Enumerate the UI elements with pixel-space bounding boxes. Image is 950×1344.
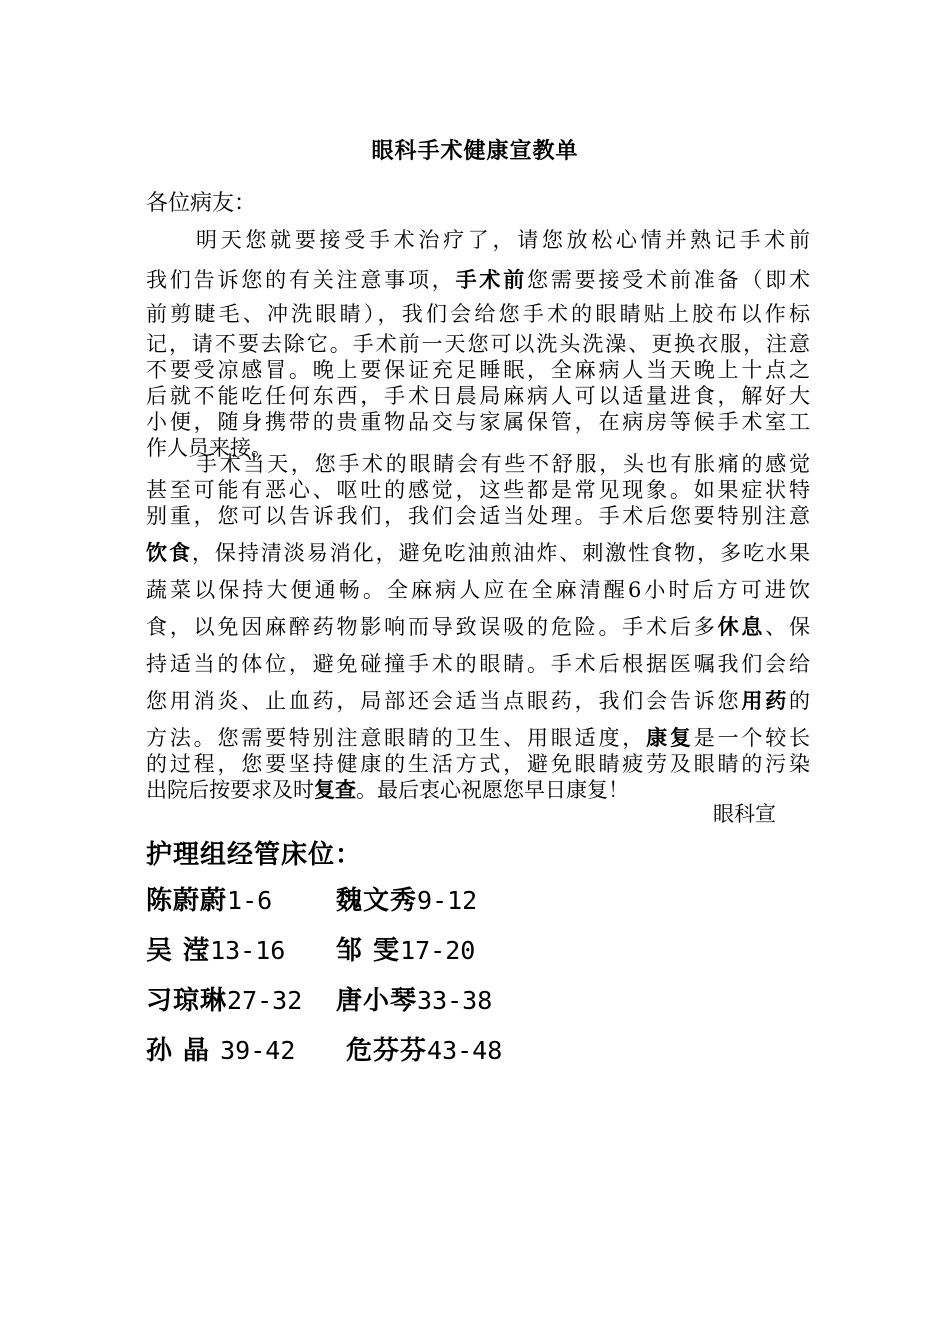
text-segment: 您需要接受术前准备（即术 <box>527 268 811 292</box>
bed-assignment-entry <box>146 1030 295 1067</box>
text-segment: 不要受凉感冒。晚上要保证充足睡眠，全麻病人当天晚上十点之 <box>146 358 810 382</box>
bed-assignment-entry <box>336 880 477 917</box>
nurse-name: 陈蔚蔚 <box>146 886 228 916</box>
bed-range: 43-48 <box>427 1036 503 1065</box>
bed-assignment-entry <box>336 930 475 967</box>
bed-range: 39-42 <box>220 1036 296 1065</box>
bed-range: 13-16 <box>210 936 286 965</box>
text-segment: 。最后衷心祝愿您早日康复！ <box>356 778 629 802</box>
emphasis-term: 复查 <box>314 778 356 802</box>
paragraph-line <box>146 611 810 641</box>
text-segment: 前剪睫毛、冲洗眼睛），我们会给您手术的眼睛贴上胶布以作标 <box>146 302 810 326</box>
text-segment: 蔬菜以保持大便通畅。全麻病人应在全麻清醒6小时后方可进饮 <box>146 578 810 602</box>
bed-range: 33-38 <box>417 986 493 1015</box>
nurse-name: 孙 晶 <box>146 1036 221 1066</box>
paragraph-line <box>146 537 810 567</box>
bed-assignment-entry <box>336 980 492 1017</box>
nurse-name: 吴 滢 <box>146 936 211 966</box>
bed-range: 9-12 <box>417 886 478 915</box>
text-segment: 我们告诉您的有关注意事项， <box>146 268 456 292</box>
text-segment: 出院后按要求及时 <box>146 778 314 802</box>
text-segment: 后就不能吃任何东西，手术日晨局麻病人可以适量进食，解好大 <box>146 384 810 408</box>
greeting: 各位病友： <box>146 191 257 216</box>
bed-assignment-entry <box>346 1030 502 1067</box>
bed-range: 17-20 <box>400 936 476 965</box>
nurse-name: 危芬芬 <box>346 1036 428 1066</box>
emphasis-term: 饮食 <box>146 541 192 565</box>
text-segment: 食，以免因麻醉药物影响而导致误吸的危险。手术后多 <box>146 615 718 639</box>
nurse-name: 魏文秀 <box>336 886 418 916</box>
text-segment: 小便，随身携带的贵重物品交与家属保管，在病房等候手术室工 <box>146 410 810 434</box>
nurse-name: 习琼琳 <box>146 986 228 1016</box>
text-segment: 方法。您需要特别注意眼睛的卫生、用眼适度， <box>146 726 647 750</box>
bed-assignment-entry <box>146 880 272 917</box>
nursing-group-title: 护理组经管床位： <box>146 840 363 870</box>
text-segment: 的过程，您要坚持健康的生活方式，避免眼睛疲劳及眼睛的污染 <box>146 752 810 776</box>
paragraph-line <box>146 574 810 604</box>
text-segment: ，保持清淡易消化，避免吃油煎油炸、刺激性食物，多吃水果 <box>191 541 811 565</box>
paragraph-line <box>146 648 810 678</box>
document-title: 眼科手术健康宣教单 <box>371 138 579 164</box>
text-segment: 明天您就要接受手术治疗了，请您放松心情并熟记手术前 <box>196 228 810 252</box>
text-segment: 手术当天，您手术的眼睛会有些不舒服，头也有胀痛的感觉 <box>196 452 810 476</box>
department-signature: 眼科宣 <box>713 802 776 826</box>
nurse-name: 邹 雯 <box>336 936 401 966</box>
paragraph-line <box>146 298 810 328</box>
emphasis-term: 手术前 <box>455 268 528 292</box>
text-segment: 甚至可能有恶心、呕吐的感觉，这些都是常见现象。如果症状特 <box>146 478 810 502</box>
text-segment: 您用消炎、止血药，局部还会适当点眼药，我们会告诉您 <box>146 689 742 713</box>
paragraph-line <box>146 500 810 530</box>
text-segment: 作人员来接。 <box>146 436 272 460</box>
bed-range: 1-6 <box>227 886 273 915</box>
bed-range: 27-32 <box>227 986 303 1015</box>
text-segment: 是一个较长 <box>693 726 811 750</box>
text-segment: 持适当的体位，避免碰撞手术的眼睛。手术后根据医嘱我们会给 <box>146 652 810 676</box>
paragraph-line <box>146 224 810 254</box>
paragraph-line <box>146 264 810 294</box>
paragraph-line <box>146 685 810 715</box>
emphasis-term: 休息 <box>717 615 766 639</box>
text-segment: 别重，您可以告诉我们，我们会适当处理。手术后您要特别注意 <box>146 504 810 528</box>
text-segment: 、保 <box>765 615 811 639</box>
bed-assignment-entry <box>146 980 302 1017</box>
bed-assignment-entry <box>146 930 285 967</box>
text-segment: 的 <box>789 689 811 713</box>
text-segment: 记，请不要去除它。手术前一天您可以洗头洗澡、更换衣服，注意 <box>146 332 810 356</box>
emphasis-term: 用药 <box>741 689 790 713</box>
emphasis-term: 康复 <box>646 726 694 750</box>
paragraph-line <box>146 774 810 804</box>
nurse-name: 唐小琴 <box>336 986 418 1016</box>
